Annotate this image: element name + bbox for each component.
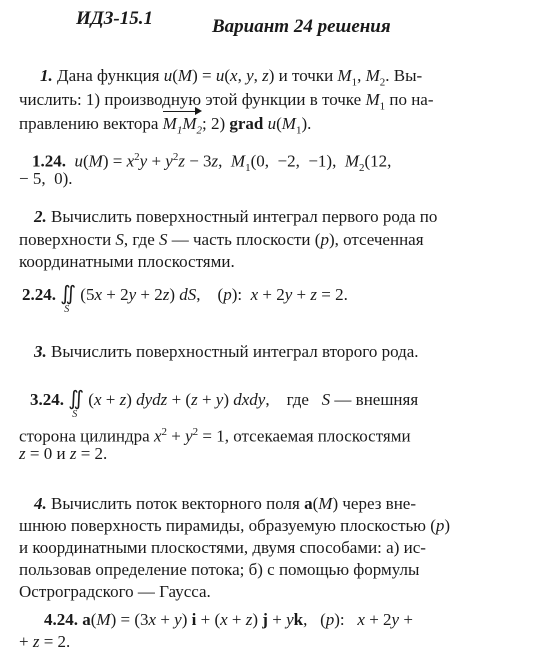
task-1-variant-line-2: − 5, 0). (19, 169, 73, 188)
task-4-line-4: пользовав определение потока; б) с помощью формулы (19, 560, 420, 579)
task-3-line-1: 3. Вычислить поверхностный интеграл второго рода. (34, 342, 419, 361)
task-4-variant-line-1: 4.24. a(M) = (3x + y) i + (x + z) j + yk, (p): x + 2y + (44, 610, 413, 629)
task-number: 2. (34, 207, 47, 226)
task-2-line-3: координатными плоскостями. (19, 252, 235, 271)
task-4-variant-line-2: + z = 2. (19, 632, 71, 651)
task-2-variant: 2.24. ∬ S (5x + 2y + 2z) dS, (p): x + 2y + z = 2. (22, 283, 348, 315)
task-1-variant-line-1: 1.24. $u(M) = x^2y + y^2z - 3z$, $M_1(0$, −2, −1), $M_2(12$, (32, 151, 392, 175)
task-1-line-3: правлению вектора $M_1M_2$; 2) grad $u(M_1)$. (19, 113, 311, 141)
task-4-line-2: шнюю поверхность пирамиды, образуемую плоскостью (p) (19, 516, 451, 535)
task-4-line-1: 4. Вычислить поток векторного поля a(M) через вне- (34, 494, 416, 513)
document-id: ИДЗ-15.1 (76, 8, 154, 29)
task-4-line-5: Остроградского — Гаусса. (19, 582, 211, 601)
variant-number: 1.24. (32, 151, 66, 171)
task-number: 3. (34, 342, 47, 361)
task-1-line-1: 1. Дана функция u(M) = u(x, y, z) и точки $M_1$, $M_2$. Вы- (40, 66, 423, 89)
variant-number: 3.24. (30, 390, 64, 409)
task-number: 4. (34, 494, 47, 513)
task-1-line-2: числить: 1) производную этой функции в точке $M_1$ по на- (19, 90, 434, 113)
task-3-variant-line-1: 3.24. ∬ S (x + z) dydz + (z + y) dxdy, где S — внешняя (30, 388, 419, 420)
task-number: 1. (40, 66, 53, 85)
task-2-line-1: 2. Вычислить поверхностный интеграл первого рода по (34, 207, 438, 226)
double-integral-symbol: ∬ S (68, 388, 85, 420)
variant-number: 2.24. (22, 285, 56, 304)
variant-number: 4.24. (44, 610, 78, 629)
task-3-variant-line-2: сторона цилиндра $x^2 + y^2 = 1$, отсекаемая плоскостями (19, 426, 411, 446)
task-3-variant-line-3: z = 0 и z = 2. (19, 444, 108, 463)
task-2-line-2: поверхности S, где S — часть плоскости (p), отсеченная (19, 230, 424, 249)
double-integral-symbol: ∬ S (60, 283, 77, 315)
task-4-line-3: и координатными плоскостями, двумя способами: а) ис- (19, 538, 426, 557)
variant-title: Вариант 24 решения (212, 16, 391, 37)
